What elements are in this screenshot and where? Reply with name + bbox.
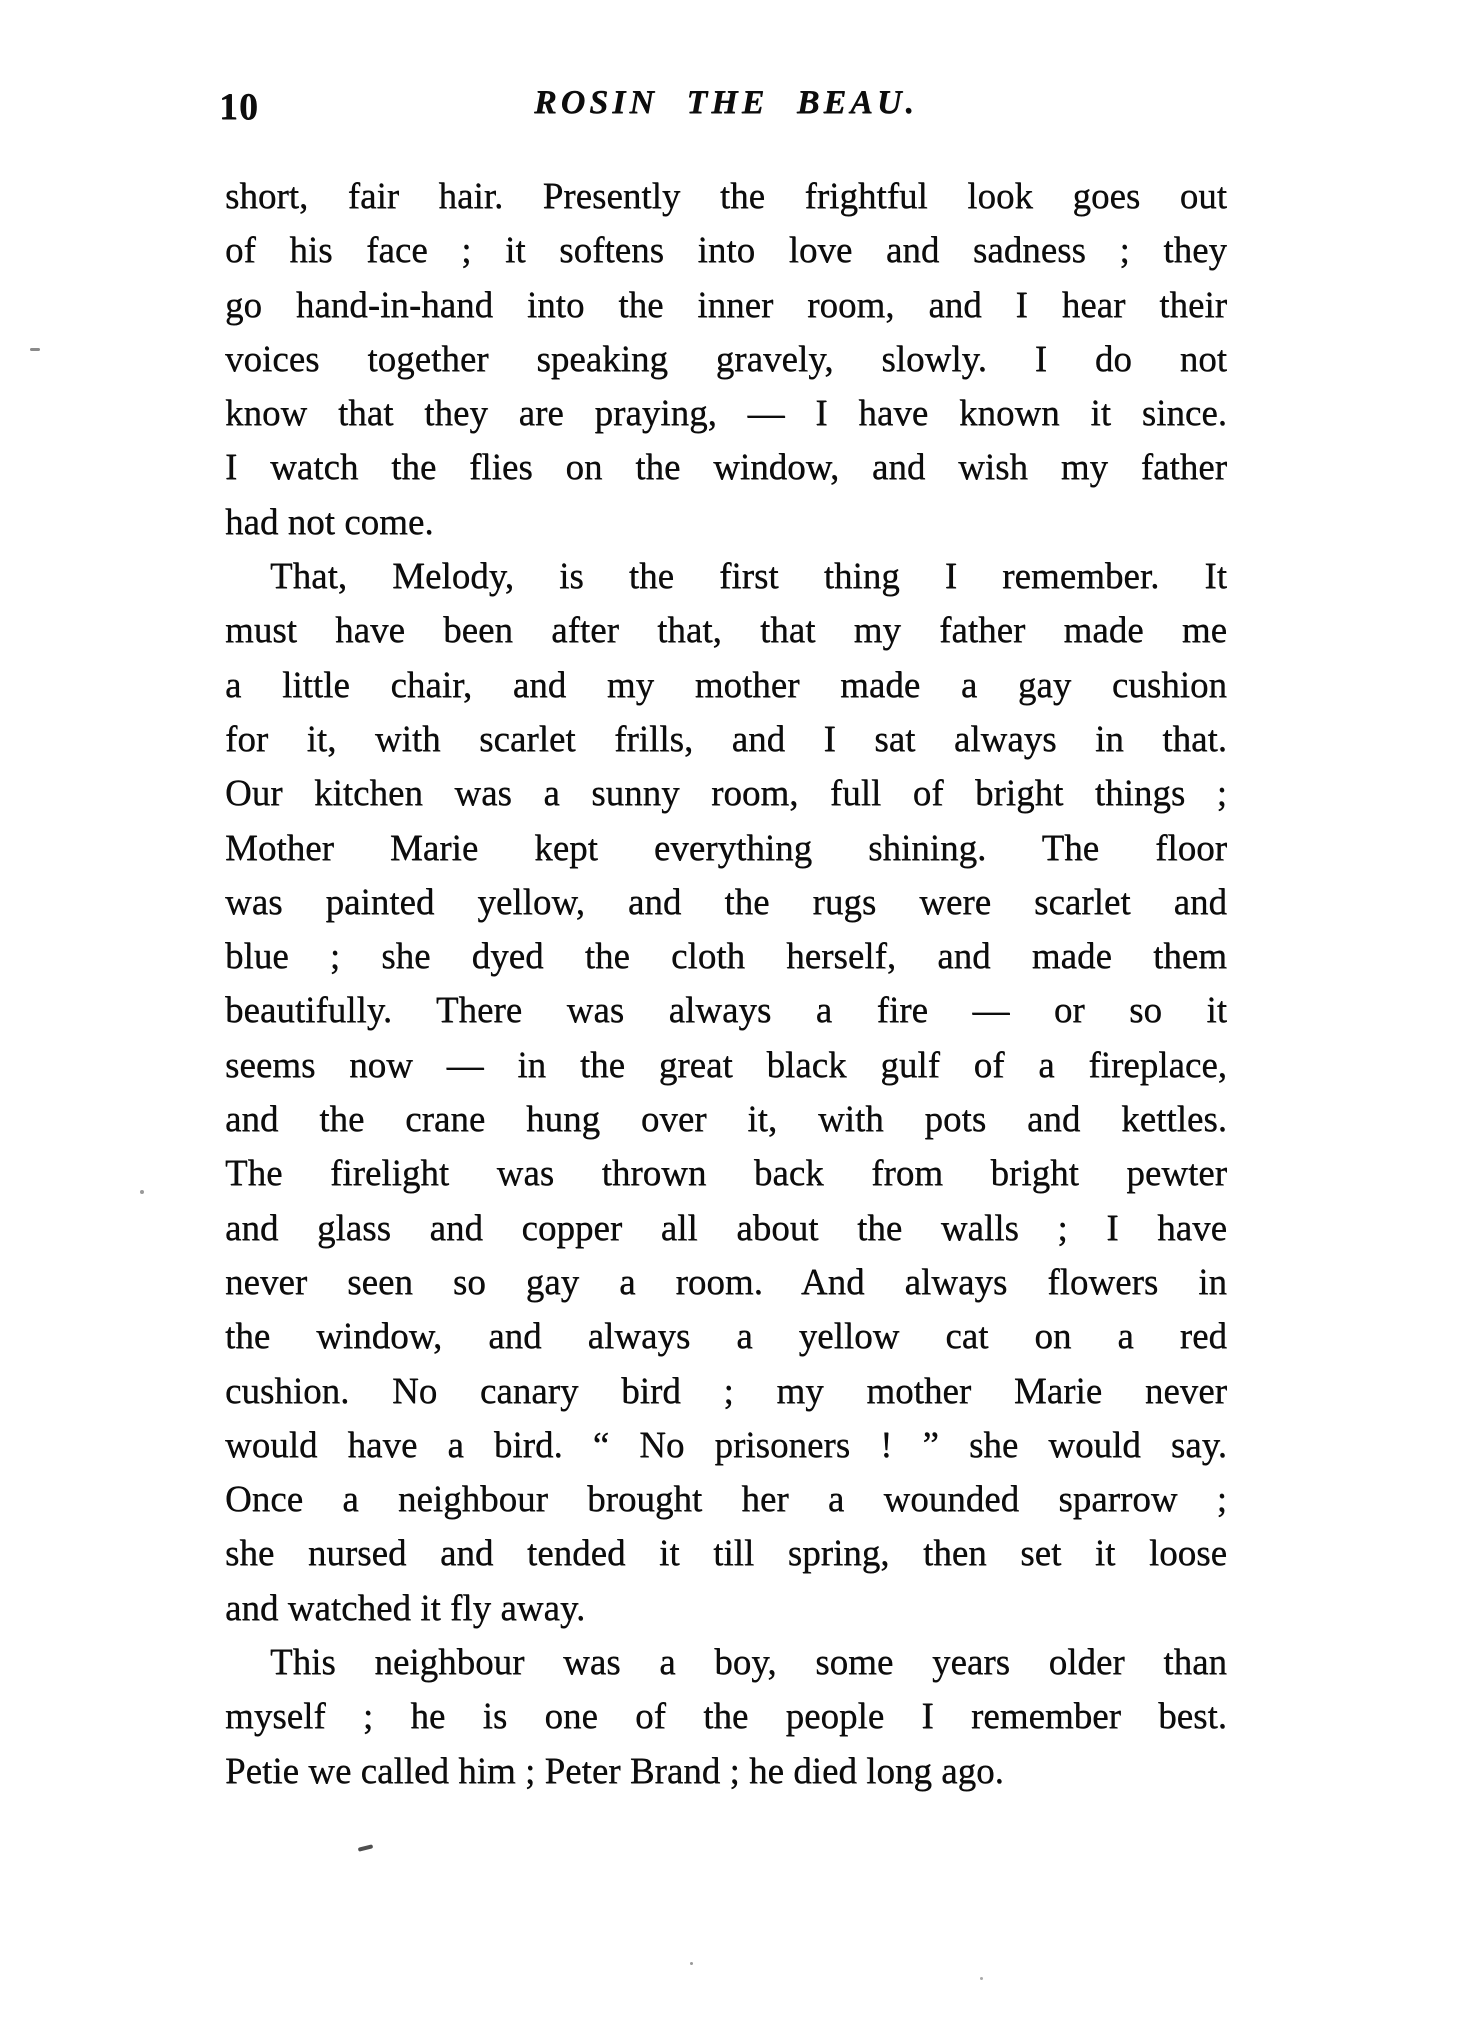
text-line: That, Melody, is the first thing I remember. It	[270, 556, 1227, 598]
page-header	[219, 84, 1227, 130]
text-line: the window, and always a yellow cat on a red	[225, 1316, 1227, 1358]
text-line: seems now — in the great black gulf of a fireplace,	[225, 1044, 1227, 1086]
text-line: myself ; he is one of the people I remember best.	[225, 1696, 1227, 1738]
page-number: 10	[219, 86, 259, 128]
text-line: I watch the flies on the window, and wish my father	[225, 447, 1227, 489]
scan-speck	[690, 1962, 693, 1965]
text-line: go hand-in-hand into the inner room, and I hear their	[225, 284, 1227, 326]
text-line: and watched it fly away.	[225, 1587, 586, 1629]
text-line: short, fair hair. Presently the frightful look goes out	[225, 176, 1227, 217]
text-line: had not come.	[225, 501, 434, 543]
paragraph	[225, 550, 1227, 1636]
text-line: know that they are praying, — I have known it since.	[225, 393, 1227, 435]
text-block	[225, 170, 1227, 1799]
text-line: she nursed and tended it till spring, then set it loose	[225, 1533, 1227, 1575]
text-line: never seen so gay a room. And always flowers in	[225, 1261, 1227, 1303]
text-line: would have a bird. “ No prisoners ! ” she would say.	[225, 1424, 1227, 1466]
text-line: must have been after that, that my father made me	[225, 610, 1227, 652]
text-line: Once a neighbour brought her a wounded sparrow ;	[225, 1479, 1227, 1521]
text-line: beautifully. There was always a fire — or so it	[225, 990, 1227, 1032]
text-line: blue ; she dyed the cloth herself, and made them	[225, 936, 1227, 978]
text-line: of his face ; it softens into love and sadness ; they	[225, 230, 1227, 272]
text-line: was painted yellow, and the rugs were scarlet and	[225, 881, 1227, 923]
text-line: Our kitchen was a sunny room, full of bright things ;	[225, 773, 1227, 815]
text-line: This neighbour was a boy, some years older than	[270, 1642, 1227, 1684]
paragraph	[225, 170, 1227, 550]
text-line: cushion. No canary bird ; my mother Marie never	[225, 1370, 1227, 1412]
text-line: Petie we called him ; Peter Brand ; he died long ago.	[225, 1750, 1004, 1792]
paragraph	[225, 1636, 1227, 1799]
text-line: The firelight was thrown back from bright pewter	[225, 1153, 1227, 1195]
scan-speck	[30, 348, 40, 351]
text-line: and glass and copper all about the walls ; I have	[225, 1207, 1227, 1249]
text-line: and the crane hung over it, with pots and kettles.	[225, 1099, 1227, 1141]
scan-speck	[358, 1844, 374, 1852]
running-title: ROSIN THE BEAU.	[534, 84, 918, 121]
scan-speck	[980, 1977, 983, 1980]
text-line: voices together speaking gravely, slowly. I do not	[225, 338, 1227, 380]
scan-speck	[140, 1190, 144, 1194]
text-line: a little chair, and my mother made a gay cushion	[225, 664, 1227, 706]
text-line: for it, with scarlet frills, and I sat always in that.	[225, 718, 1227, 760]
text-line: Mother Marie kept everything shining. The floor	[225, 827, 1227, 869]
